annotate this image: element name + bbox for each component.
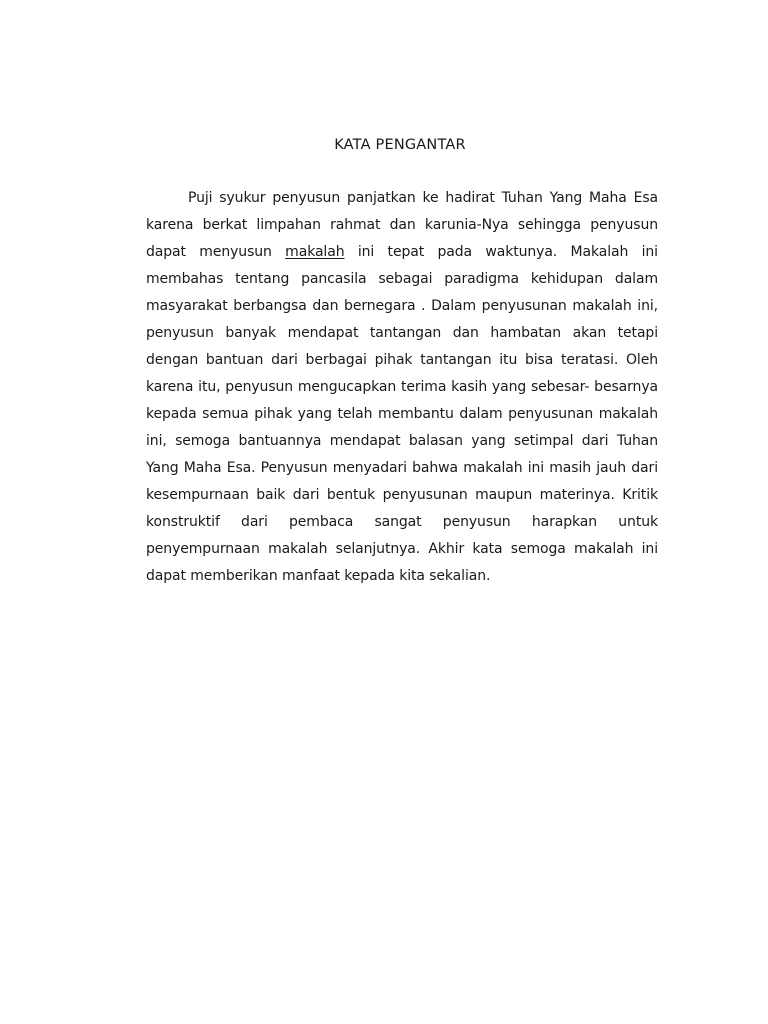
page-title: KATA PENGANTAR — [334, 137, 466, 153]
paragraph-text-part-1: Puji syukur penyusun panjatkan ke hadirat Tuhan Yang Maha Esa karena berkat limpahan rahmat dan karunia-Nya sehingga penyusun dapat menyusun — [146, 190, 658, 260]
body-paragraph — [146, 185, 658, 590]
paragraph-text-part-2: ini tepat pada waktunya. Makalah ini membahas tentang pancasila sebagai paradigma kehidupan dalam masyarakat berbangsa dan bernegara . Dalam penyusunan makalah ini, penyusun banyak mendapat tantangan dan hambatan akan tetapi dengan bantuan dari berbagai pihak tantangan itu bisa teratasi. Oleh karena itu, penyusun mengucapkan terima kasih yang sebesar- besarnya kepada semua pihak yang telah membantu dalam penyusunan makalah ini, semoga bantuannya mendapat balasan yang setimpal dari Tuhan Yang Maha Esa. Penyusun menyadari bahwa makalah ini masih jauh dari kesempurnaan baik dari bentuk penyusunan maupun materinya. Kritik konstruktif dari pembaca sangat penyusun harapkan untuk penyempurnaan makalah selanjutnya. Akhir kata semoga makalah ini dapat memberikan manfaat kepada kita sekalian. — [146, 244, 658, 584]
underlined-word: makalah — [285, 244, 345, 260]
